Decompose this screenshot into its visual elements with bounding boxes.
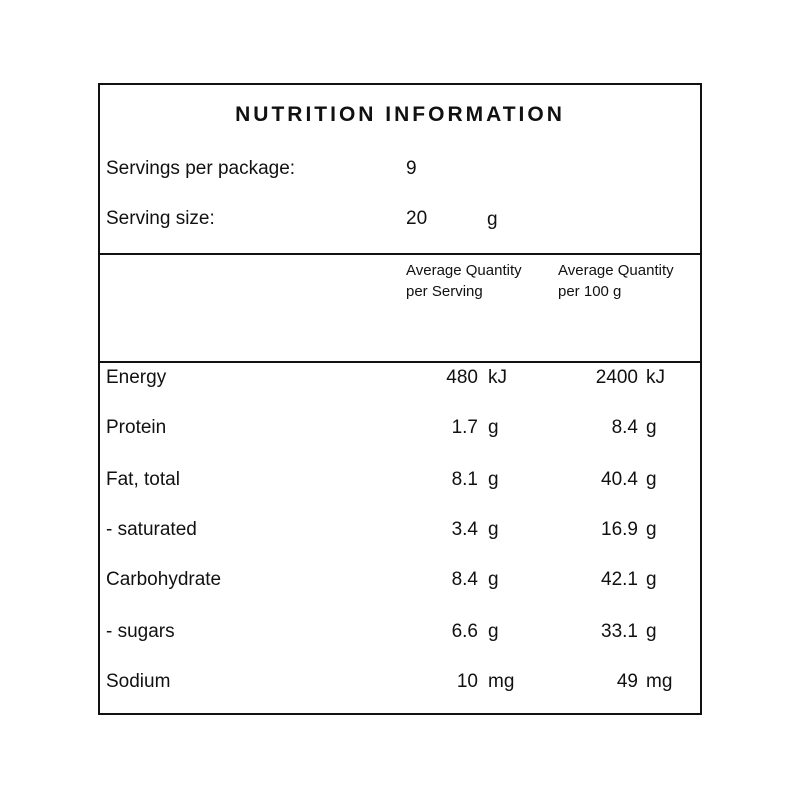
- per-100g-value: 8.4: [611, 417, 638, 438]
- per-serving-unit: g: [488, 621, 499, 642]
- divider-header: [100, 361, 700, 363]
- serving-size-value: 20: [406, 208, 428, 229]
- per-serving-unit: g: [488, 417, 499, 438]
- nutrient-name: Fat, total: [106, 469, 180, 490]
- serving-size-label: Serving size:: [106, 208, 215, 229]
- servings-per-package-label: Servings per package:: [106, 158, 296, 179]
- per-serving-value: 6.6: [451, 621, 478, 642]
- per-100g-unit: g: [646, 621, 657, 642]
- per-100g-value: 16.9: [601, 519, 638, 540]
- per-serving-value: 10: [456, 671, 478, 692]
- per-serving-value: 480: [446, 367, 478, 388]
- per-serving-value: 1.7: [451, 417, 478, 438]
- nutrient-name: - sugars: [106, 621, 175, 642]
- per-serving-unit: g: [488, 569, 499, 590]
- column-header-per-serving: Average Quantity per Serving: [406, 262, 522, 300]
- per-serving-unit: mg: [488, 671, 515, 692]
- nutrient-name: Sodium: [106, 671, 171, 692]
- per-100g-value: 33.1: [601, 621, 638, 642]
- per-100g-unit: g: [646, 469, 657, 490]
- per-100g-unit: mg: [646, 671, 673, 692]
- per-serving-value: 8.4: [451, 569, 478, 590]
- per-100g-unit: g: [646, 417, 657, 438]
- per-serving-unit: g: [488, 519, 499, 540]
- divider-top: [100, 253, 700, 255]
- per-100g-value: 40.4: [601, 469, 638, 490]
- serving-size-unit: g: [487, 209, 498, 230]
- per-serving-value: 8.1: [451, 469, 478, 490]
- per-100g-value: 2400: [595, 367, 638, 388]
- per-100g-value: 49: [616, 671, 638, 692]
- nutrient-name: Carbohydrate: [106, 569, 222, 590]
- per-100g-unit: g: [646, 569, 657, 590]
- nutrient-name: Protein: [106, 417, 167, 438]
- nutrient-name: - saturated: [106, 519, 197, 540]
- panel-title: NUTRITION INFORMATION: [235, 103, 565, 126]
- servings-per-package-value: 9: [406, 158, 417, 179]
- per-100g-unit: g: [646, 519, 657, 540]
- per-100g-unit: kJ: [646, 367, 665, 388]
- nutrition-panel: [98, 83, 702, 715]
- per-serving-value: 3.4: [451, 519, 478, 540]
- column-header-per-100g: Average Quantity per 100 g: [558, 262, 674, 300]
- nutrient-name: Energy: [106, 367, 167, 388]
- per-serving-unit: kJ: [488, 367, 507, 388]
- per-100g-value: 42.1: [601, 569, 638, 590]
- per-serving-unit: g: [488, 469, 499, 490]
